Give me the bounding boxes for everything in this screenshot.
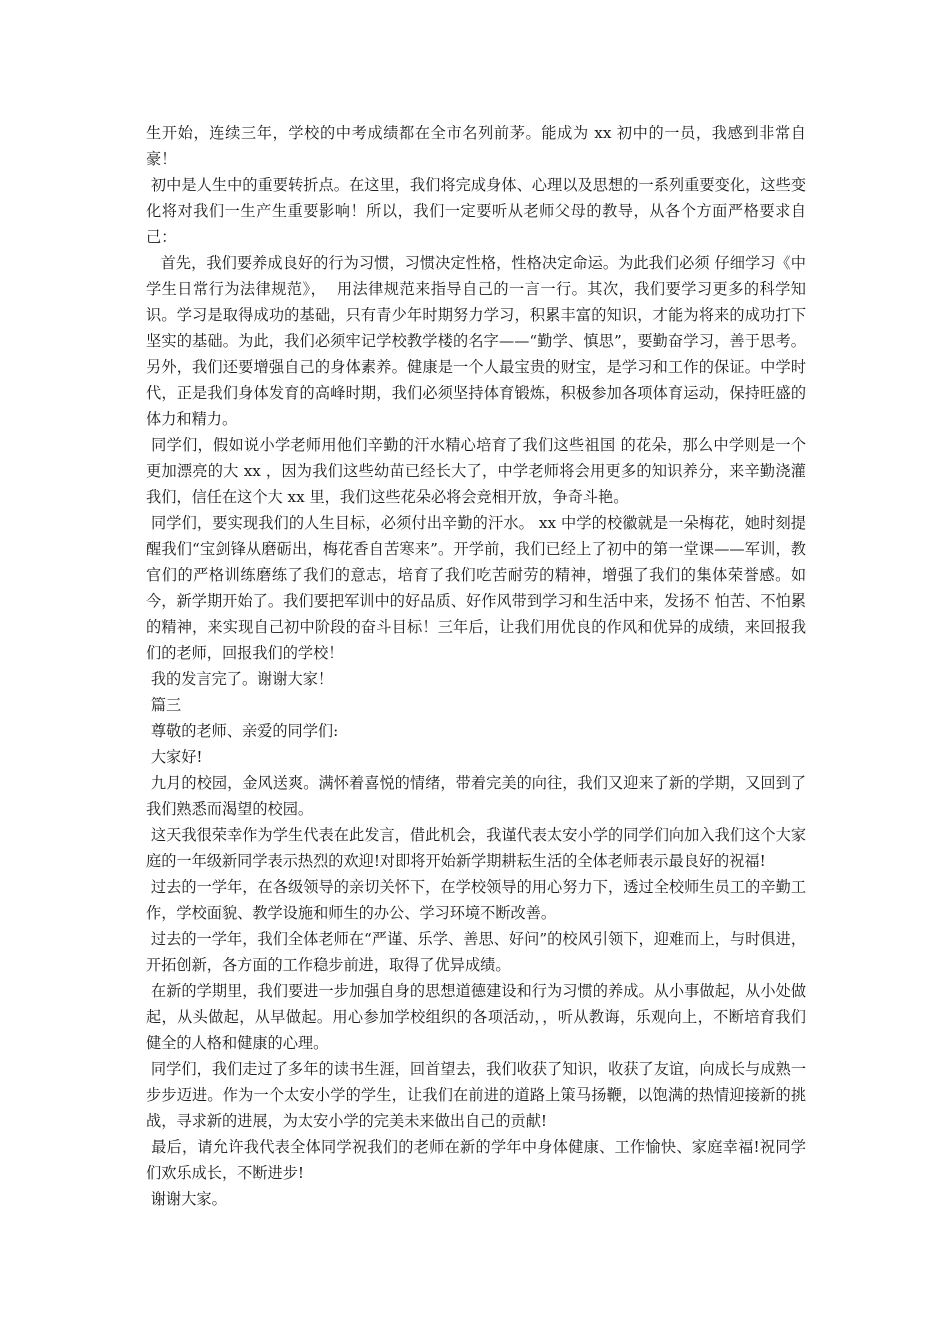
paragraph: 我的发言完了。谢谢大家！ (146, 670, 334, 688)
paragraph: 过去的一学年，我们全体老师在“严谨、乐学、善思、好问”的校风引领下，迎难而上，与时俱进，开拓创新，各方面的工作稳步前进，取得了优异成绩。 (146, 930, 807, 974)
salutation: 尊敬的老师、亲爱的同学们: (146, 722, 339, 740)
document-body (146, 120, 806, 1212)
paragraph: 这天我很荣幸作为学生代表在此发言，借此机会，我谨代表太安小学的同学们向加入我们这个大家庭的一年级新同学表示热烈的欢迎!对即将开始新学期耕耘生活的全体老师表示最良好的祝福! (146, 826, 807, 870)
section-heading: 篇三 (146, 696, 182, 714)
paragraph: 同学们，要实现我们的人生目标，必须付出辛勤的汗水。 xx 中学的校徽就是一朵梅花，她时刻提醒我们“宝剑锋从磨砺出，梅花香自苦寒来”。开学前，我们已经上了初中的第一堂课——军训，教官们的严格训练磨练了我们的意志，培育了我们吃苦耐劳的精神，增强了我们的集体荣誉感。如今，新学期开始了。我们要把军训中的好品质、好作风带到学习和生活中来，发扬不 怕苦、不怕累的精神，来实现自己初中阶段的奋斗目标！三年后，让我们用优良的作风和优异的成绩，来回报我们的老师，回报我们的学校！ (146, 514, 806, 662)
paragraph: 在新的学期里，我们要进一步加强自身的思想道德建设和行为习惯的养成。从小事做起，从小处做起，从头做起，从早做起。用心参加学校组织的各项活动，，听从教诲，乐观向上，不断培育我们健全的人格和健康的心理。 (146, 982, 807, 1052)
paragraph: 同学们，我们走过了多年的读书生涯，回首望去，我们收获了知识，收获了友谊，向成长与成熟一步步迈进。作为一个太安小学的学生，让我们在前进的道路上策马扬鞭，以饱满的热情迎接新的挑战，寻求新的进展，为太安小学的完美未来做出自己的贡献! (146, 1060, 807, 1130)
paragraph: 最后，请允许我代表全体同学祝我们的老师在新的学年中身体健康、工作愉快、家庭幸福!祝同学们欢乐成长，不断进步! (146, 1138, 806, 1182)
paragraph: 生开始，连续三年，学校的中考成绩都在全市名列前茅。能成为 xx 初中的一员，我感到非常自豪！ (146, 124, 806, 168)
paragraph: 同学们，假如说小学老师用他们辛勤的汗水精心培育了我们这些祖国 的花朵，那么中学则是一个更加漂亮的大 xx ，因为我们这些幼苗已经长大了，中学老师将会用更多的知识养分，来辛勤浇灌我们，信任在这个大 xx 里，我们这些花朵必将会竞相开放，争奇斗艳。 (146, 436, 807, 506)
paragraph: 首先，我们要养成良好的行为习惯，习惯决定性格，性格决定命运。为此我们必须 仔细学习《中学生日常行为法律规范》， 用法律规范来指导自己的一言一行。其次，我们要学习更多的科学知识。学习是取得成功的基础，只有青少年时期努力学习，积累丰富的知识，才能为将来的成功打下坚实的基础。为此，我们必须牢记学校教学楼的名字——“勤学、慎思”，要勤奋学习，善于思考。另外，我们还要增强自己的身体素养。健康是一个人最宝贵的财宝，是学习和工作的保证。中学时代，正是我们身体发育的高峰时期，我们必须坚持体育锻炼，积极参加各项体育运动，保持旺盛的体力和精力。 (146, 254, 806, 428)
paragraph: 初中是人生中的重要转折点。在这里，我们将完成身体、心理以及思想的一系列重要变化，这些变化将对我们一生产生重要影响！所以，我们一定要听从老师父母的教导，从各个方面严格要求自己： (146, 176, 807, 246)
paragraph: 九月的校园，金风送爽。满怀着喜悦的情绪，带着完美的向往，我们又迎来了新的学期，又回到了我们熟悉而渴望的校园。 (146, 774, 807, 818)
greeting: 大家好! (146, 748, 203, 766)
closing: 谢谢大家。 (146, 1190, 227, 1208)
paragraph: 过去的一学年，在各级领导的亲切关怀下，在学校领导的用心努力下，透过全校师生员工的辛勤工作，学校面貌、教学设施和师生的办公、学习环境不断改善。 (146, 878, 807, 922)
